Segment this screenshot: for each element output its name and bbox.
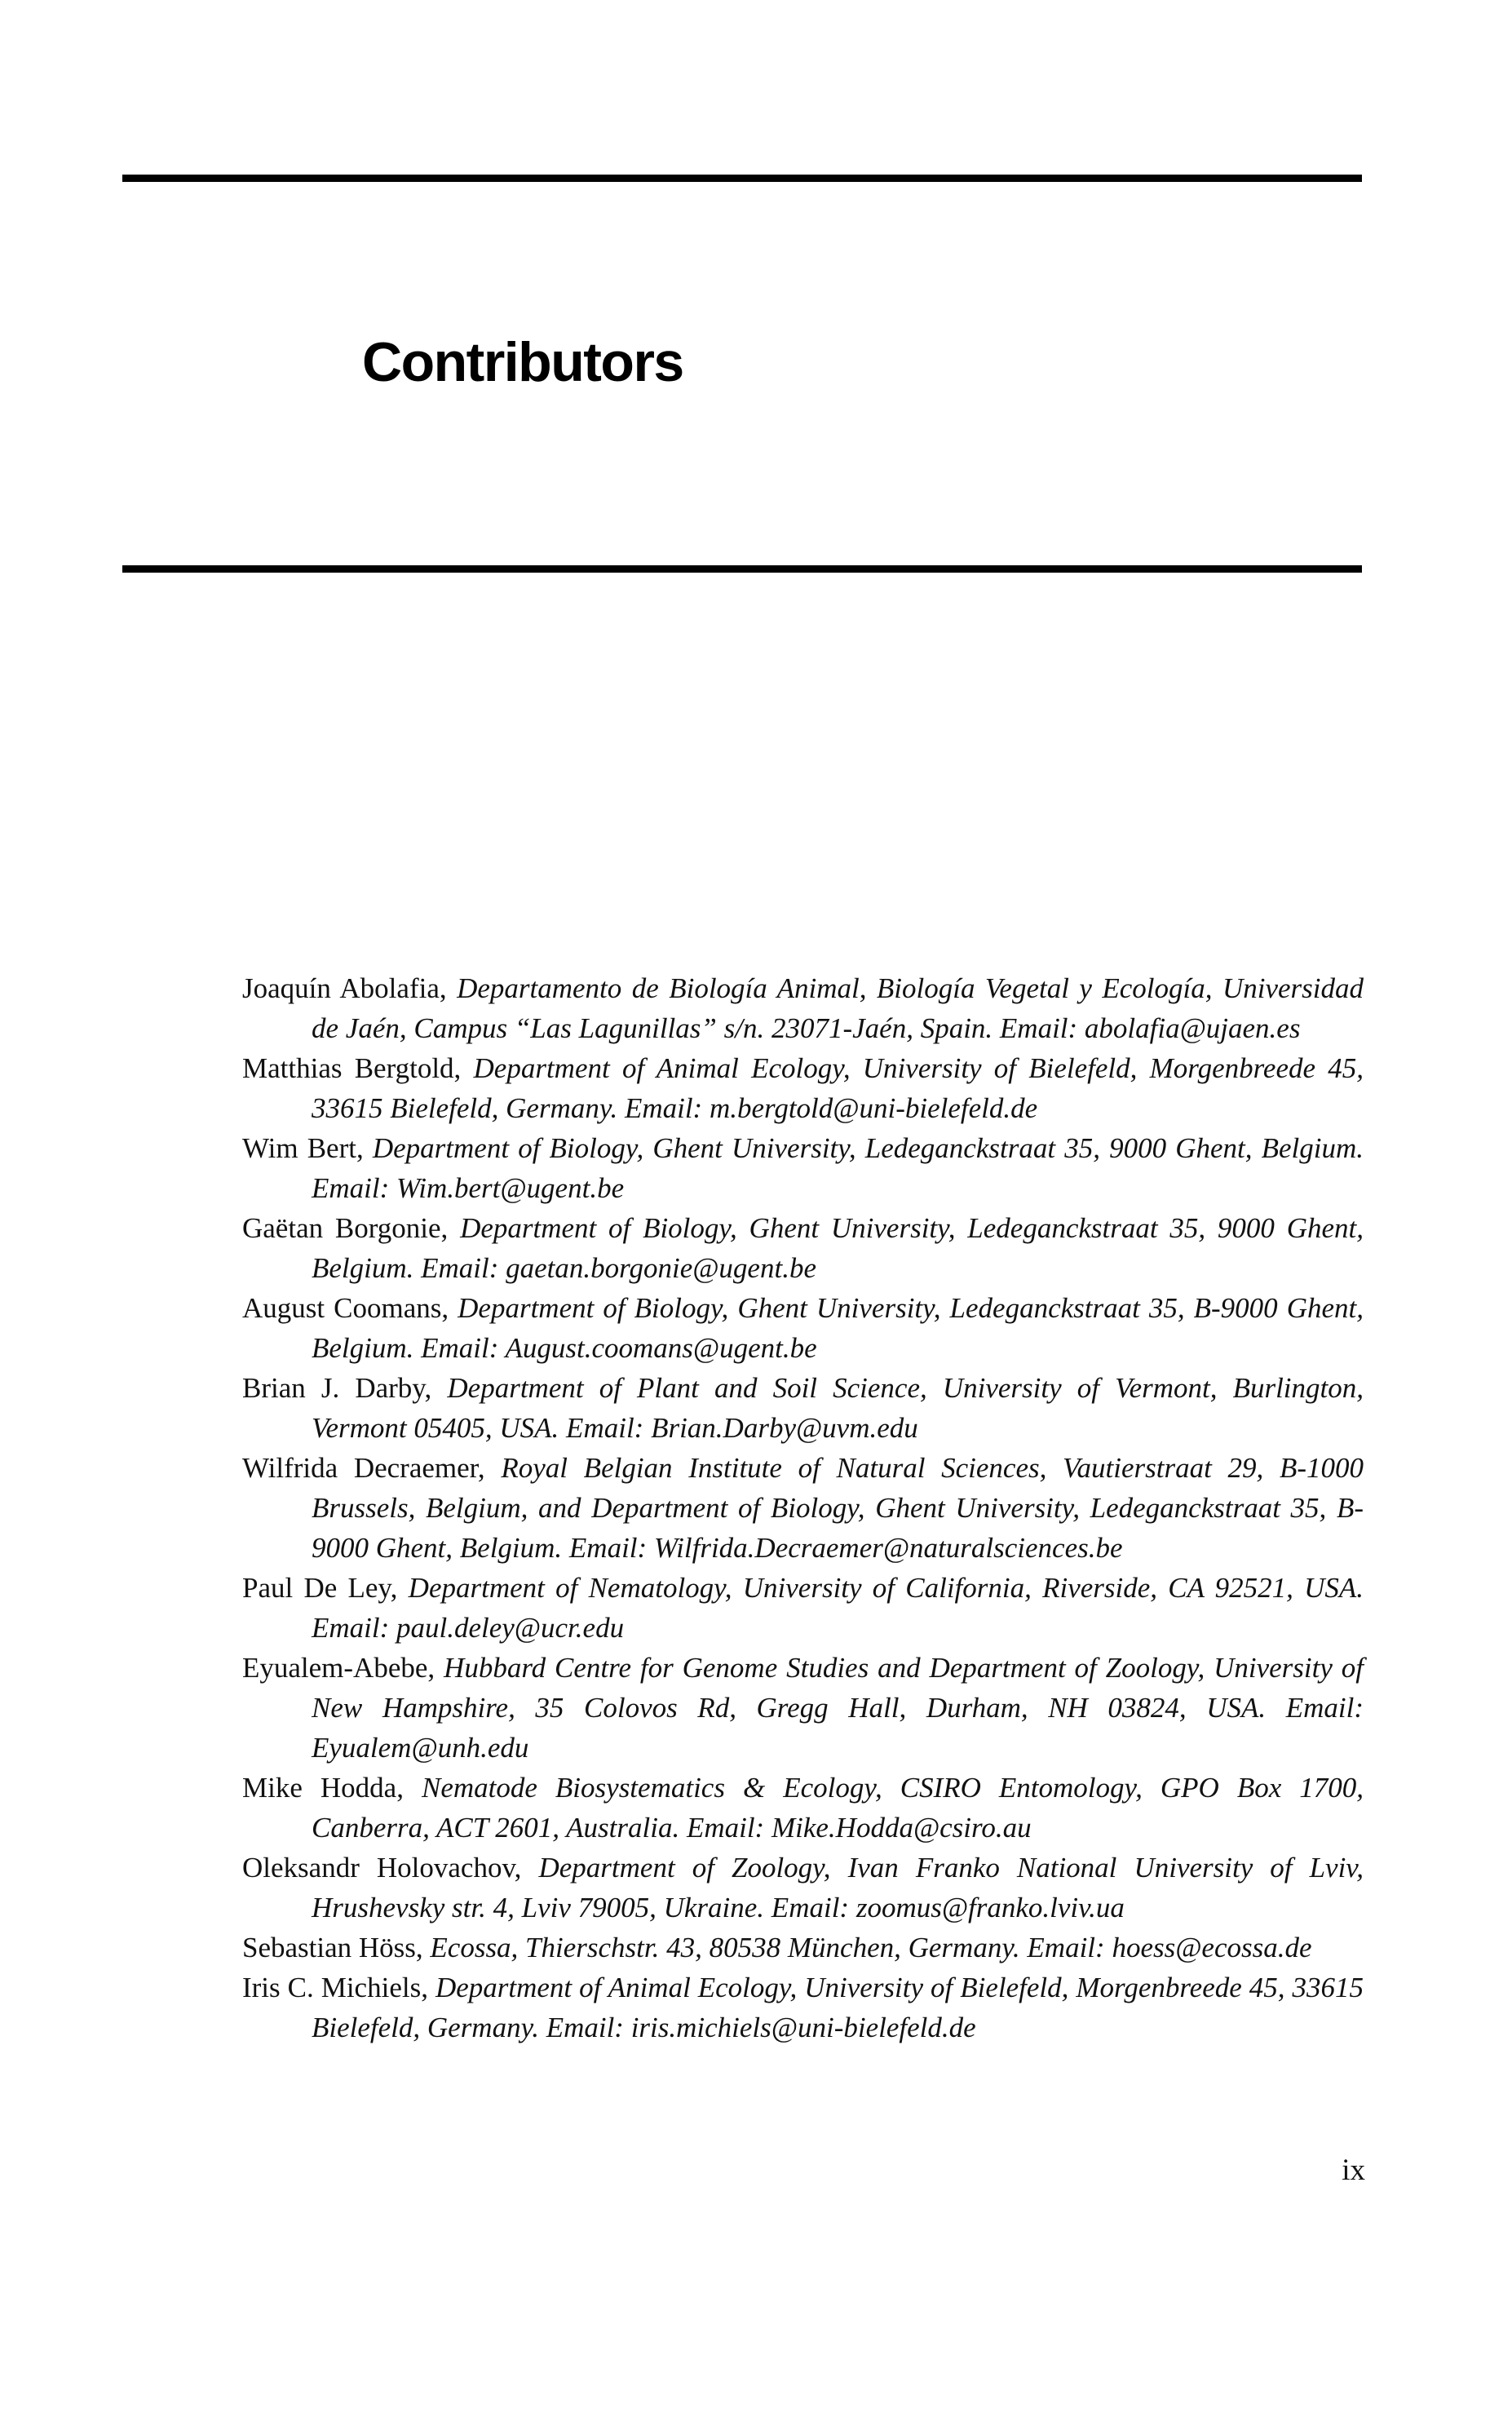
contributor-entry (242, 968, 1364, 1048)
contributor-entry (242, 1288, 1364, 1368)
contributor-name: August Coomans, (242, 1292, 449, 1324)
contributor-name: Brian J. Darby, (242, 1372, 432, 1404)
contributor-entry (242, 1448, 1364, 1568)
contributor-entry (242, 1928, 1364, 1968)
contributor-list (242, 968, 1364, 2047)
contributor-affiliation: Hubbard Centre for Genome Studies and Department of Zoology, University of New Hampshire, 35 Colovos Rd, Gregg Hall, Durham, NH 03824, USA. Email: Eyualem@unh.edu (312, 1652, 1364, 1764)
contributor-entry (242, 1648, 1364, 1768)
contributor-affiliation: Department of Nematology, University of California, Riverside, CA 92521, USA. Email: paul.deley@ucr.edu (312, 1572, 1364, 1644)
contributor-affiliation: Royal Belgian Institute of Natural Sciences, Vautierstraat 29, B-1000 Brussels, Belgium, and Department of Biology, Ghent University, Ledeganckstraat 35, B-9000 Ghent, Belgium. Email: Wilfrida.Decraemer@naturalsciences.be (312, 1452, 1364, 1564)
contributor-name: Eyualem-Abebe, (242, 1652, 435, 1684)
contributor-affiliation: Department of Biology, Ghent University, Ledeganckstraat 35, 9000 Ghent, Belgium. Email: Wim.bert@ugent.be (312, 1132, 1364, 1204)
contributor-name: Wilfrida Decraemer, (242, 1452, 485, 1484)
contributor-entry (242, 1568, 1364, 1648)
contributor-affiliation: Department of Zoology, Ivan Franko National University of Lviv, Hrushevsky str. 4, Lviv 79005, Ukraine. Email: zoomus@franko.lviv.ua (312, 1852, 1364, 1923)
contributor-affiliation: Department of Animal Ecology, University of Bielefeld, Morgenbreede 45, 33615 Bielefeld, Germany. Email: iris.michiels@uni-bielefeld.de (312, 1972, 1364, 2043)
contributor-entry (242, 1768, 1364, 1848)
page-number: ix (1342, 2154, 1365, 2187)
contributor-entry (242, 1128, 1364, 1208)
contributor-entry (242, 1208, 1364, 1288)
contributor-entry (242, 1848, 1364, 1928)
contributor-affiliation: Department of Animal Ecology, University of Bielefeld, Morgenbreede 45, 33615 Bielefeld, Germany. Email: m.bergtold@uni-bielefeld.de (312, 1052, 1364, 1124)
page-title: Contributors (362, 331, 683, 393)
contributor-name: Joaquín Abolafia, (242, 972, 447, 1004)
contributor-name: Paul De Ley, (242, 1572, 398, 1604)
bottom-rule (122, 565, 1362, 573)
contributor-name: Oleksandr Holovachov, (242, 1852, 522, 1884)
contributor-entry (242, 1368, 1364, 1448)
top-rule (122, 175, 1362, 182)
contributor-entry (242, 1968, 1364, 2047)
contributor-name: Matthias Bergtold, (242, 1052, 462, 1084)
contributor-affiliation: Ecossa, Thierschstr. 43, 80538 München, Germany. Email: hoess@ecossa.de (430, 1932, 1312, 1963)
contributor-name: Gaëtan Borgonie, (242, 1212, 449, 1244)
contributor-affiliation: Departamento de Biología Animal, Biología Vegetal y Ecología, Universidad de Jaén, Campus “Las Lagunillas” s/n. 23071-Jaén, Spain. Email: abolafia@ujaen.es (312, 972, 1364, 1044)
contributor-affiliation: Department of Biology, Ghent University, Ledeganckstraat 35, 9000 Ghent, Belgium. Email: gaetan.borgonie@ugent.be (312, 1212, 1364, 1284)
contributor-name: Sebastian Höss, (242, 1932, 423, 1963)
contributor-affiliation: Nematode Biosystematics & Ecology, CSIRO Entomology, GPO Box 1700, Canberra, ACT 2601, Australia. Email: Mike.Hodda@csiro.au (312, 1772, 1364, 1844)
contributor-name: Mike Hodda, (242, 1772, 404, 1804)
contributor-name: Wim Bert, (242, 1132, 364, 1164)
contributor-entry (242, 1048, 1364, 1128)
contributor-name: Iris C. Michiels, (242, 1972, 428, 2003)
contributor-affiliation: Department of Plant and Soil Science, University of Vermont, Burlington, Vermont 05405, USA. Email: Brian.Darby@uvm.edu (312, 1372, 1364, 1444)
contributor-affiliation: Department of Biology, Ghent University, Ledeganckstraat 35, B-9000 Ghent, Belgium. Email: August.coomans@ugent.be (312, 1292, 1364, 1364)
